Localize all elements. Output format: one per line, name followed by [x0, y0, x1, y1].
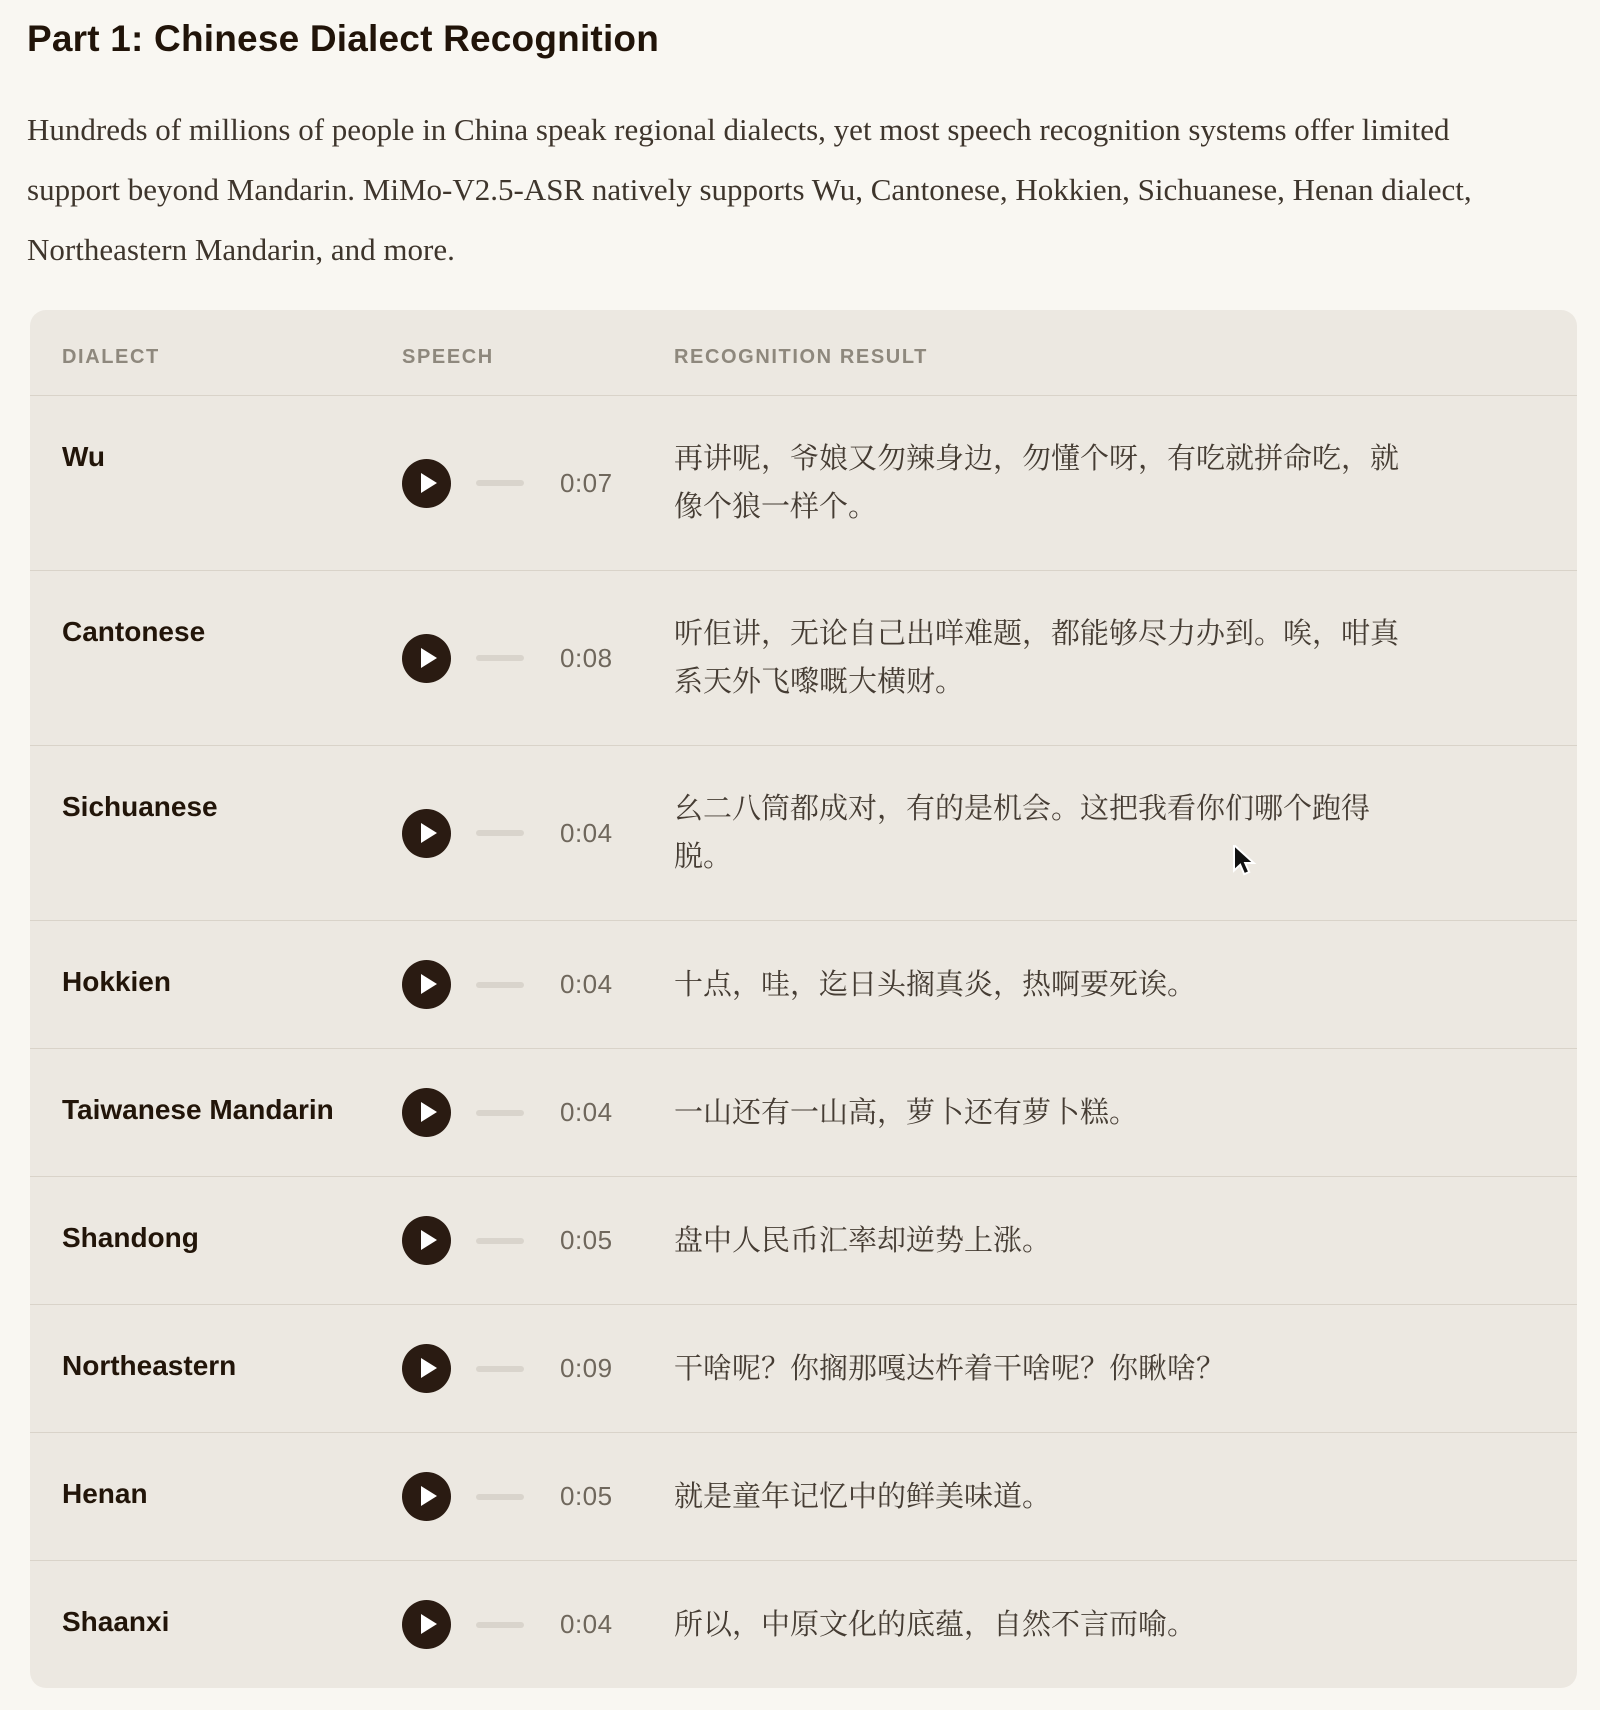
column-header-dialect: DIALECT [62, 346, 160, 368]
table-row [30, 745, 1577, 920]
play-icon [421, 1102, 437, 1122]
duration-label: 0:09 [560, 1353, 613, 1383]
dialect-label: Sichuanese [62, 791, 218, 822]
table-body [30, 395, 1577, 1688]
recognition-text: 一山还有一山高，萝卜还有萝卜糕。 [674, 1096, 1139, 1129]
recognition-text: 盘中人民币汇率却逆势上涨。 [674, 1224, 1052, 1257]
play-button[interactable] [402, 634, 451, 683]
recognition-result-cell [674, 1089, 1537, 1137]
audio-player [402, 1344, 674, 1393]
recognition-result-cell [674, 610, 1537, 706]
intro-paragraph: Hundreds of millions of people in China speak regional dialects, yet most speech recognition systems offer limited support beyond Mandarin. MiMo-V2.5-ASR natively supports Wu, Cantonese, Hokkien, Sichuanese, Henan dialect, Northeastern Mandarin, and more. [27, 112, 1472, 267]
table-row [30, 1304, 1577, 1432]
play-button[interactable] [402, 1344, 451, 1393]
progress-bar[interactable] [476, 982, 524, 988]
audio-player [402, 809, 674, 858]
play-icon [421, 473, 437, 493]
progress-bar[interactable] [476, 480, 524, 486]
audio-player [402, 1216, 674, 1265]
audio-player [402, 634, 674, 683]
play-icon [421, 1358, 437, 1378]
play-icon [421, 1614, 437, 1634]
duration-label: 0:04 [560, 1097, 613, 1127]
recognition-text: 就是童年记忆中的鲜美味道。 [674, 1480, 1052, 1513]
recognition-result-cell [674, 435, 1537, 531]
recognition-result-cell [674, 1217, 1537, 1265]
table-row [30, 1048, 1577, 1176]
table-row [30, 920, 1577, 1048]
duration-label: 0:04 [560, 1609, 613, 1639]
progress-bar[interactable] [476, 830, 524, 836]
duration-label: 0:04 [560, 969, 613, 999]
progress-bar[interactable] [476, 1110, 524, 1116]
progress-bar[interactable] [476, 655, 524, 661]
recognition-text: 干啥呢？你搁那嘎达杵着干啥呢？你瞅啥？ [674, 1352, 1226, 1385]
duration-label: 0:07 [560, 467, 613, 498]
table-row [30, 395, 1577, 570]
dialect-label: Taiwanese Mandarin [62, 1094, 334, 1125]
play-icon [421, 823, 437, 843]
table-row [30, 1432, 1577, 1560]
progress-bar[interactable] [476, 1238, 524, 1244]
dialect-table [30, 310, 1577, 1688]
dialect-label: Northeastern [62, 1350, 237, 1381]
recognition-result-cell [674, 1473, 1537, 1521]
progress-bar[interactable] [476, 1366, 524, 1372]
dialect-label: Henan [62, 1478, 148, 1509]
audio-player [402, 1088, 674, 1137]
recognition-text: 所以，中原文化的底蕴，自然不言而喻。 [674, 1608, 1197, 1641]
duration-label: 0:04 [560, 817, 613, 848]
play-icon [421, 974, 437, 994]
audio-player [402, 1472, 674, 1521]
recognition-result-cell [674, 961, 1537, 1009]
play-button[interactable] [402, 1600, 451, 1649]
table-row [30, 1560, 1577, 1688]
play-button[interactable] [402, 459, 451, 508]
play-icon [421, 648, 437, 668]
recognition-text: 再讲呢，爷娘又勿辣身边，勿懂个呀，有吃就拼命吃，就像个狼一样个。 [674, 443, 1400, 523]
recognition-result-cell [674, 1345, 1537, 1393]
column-header-speech: SPEECH [402, 346, 494, 368]
recognition-text: 十点，哇，迄日头搁真炎，热啊要死诶。 [674, 968, 1197, 1001]
table-row [30, 570, 1577, 745]
recognition-result-cell [674, 1601, 1537, 1649]
duration-label: 0:05 [560, 1481, 613, 1511]
duration-label: 0:05 [560, 1225, 613, 1255]
progress-bar[interactable] [476, 1622, 524, 1628]
table-header [30, 310, 1577, 395]
recognition-result-cell [674, 785, 1537, 881]
play-icon [421, 1486, 437, 1506]
audio-player [402, 1600, 674, 1649]
dialect-label: Shaanxi [62, 1606, 170, 1637]
play-button[interactable] [402, 1216, 451, 1265]
play-button[interactable] [402, 960, 451, 1009]
dialect-label: Shandong [62, 1222, 199, 1253]
recognition-text: 听佢讲，无论自己出咩难题，都能够尽力办到。唉，咁真系天外飞嚟嘅大横财。 [674, 618, 1400, 698]
play-button[interactable] [402, 809, 451, 858]
play-button[interactable] [402, 1472, 451, 1521]
page-title: Part 1: Chinese Dialect Recognition [27, 18, 660, 59]
progress-bar[interactable] [476, 1494, 524, 1500]
audio-player [402, 459, 674, 508]
dialect-label: Hokkien [62, 966, 171, 997]
column-header-recognition-result: RECOGNITION RESULT [674, 346, 928, 368]
play-button[interactable] [402, 1088, 451, 1137]
duration-label: 0:08 [560, 642, 613, 673]
table-row [30, 1176, 1577, 1304]
recognition-text: 幺二八筒都成对，有的是机会。这把我看你们哪个跑得脱。 [674, 793, 1371, 873]
audio-player [402, 960, 674, 1009]
dialect-label: Cantonese [62, 616, 206, 647]
play-icon [421, 1230, 437, 1250]
dialect-label: Wu [62, 441, 106, 472]
